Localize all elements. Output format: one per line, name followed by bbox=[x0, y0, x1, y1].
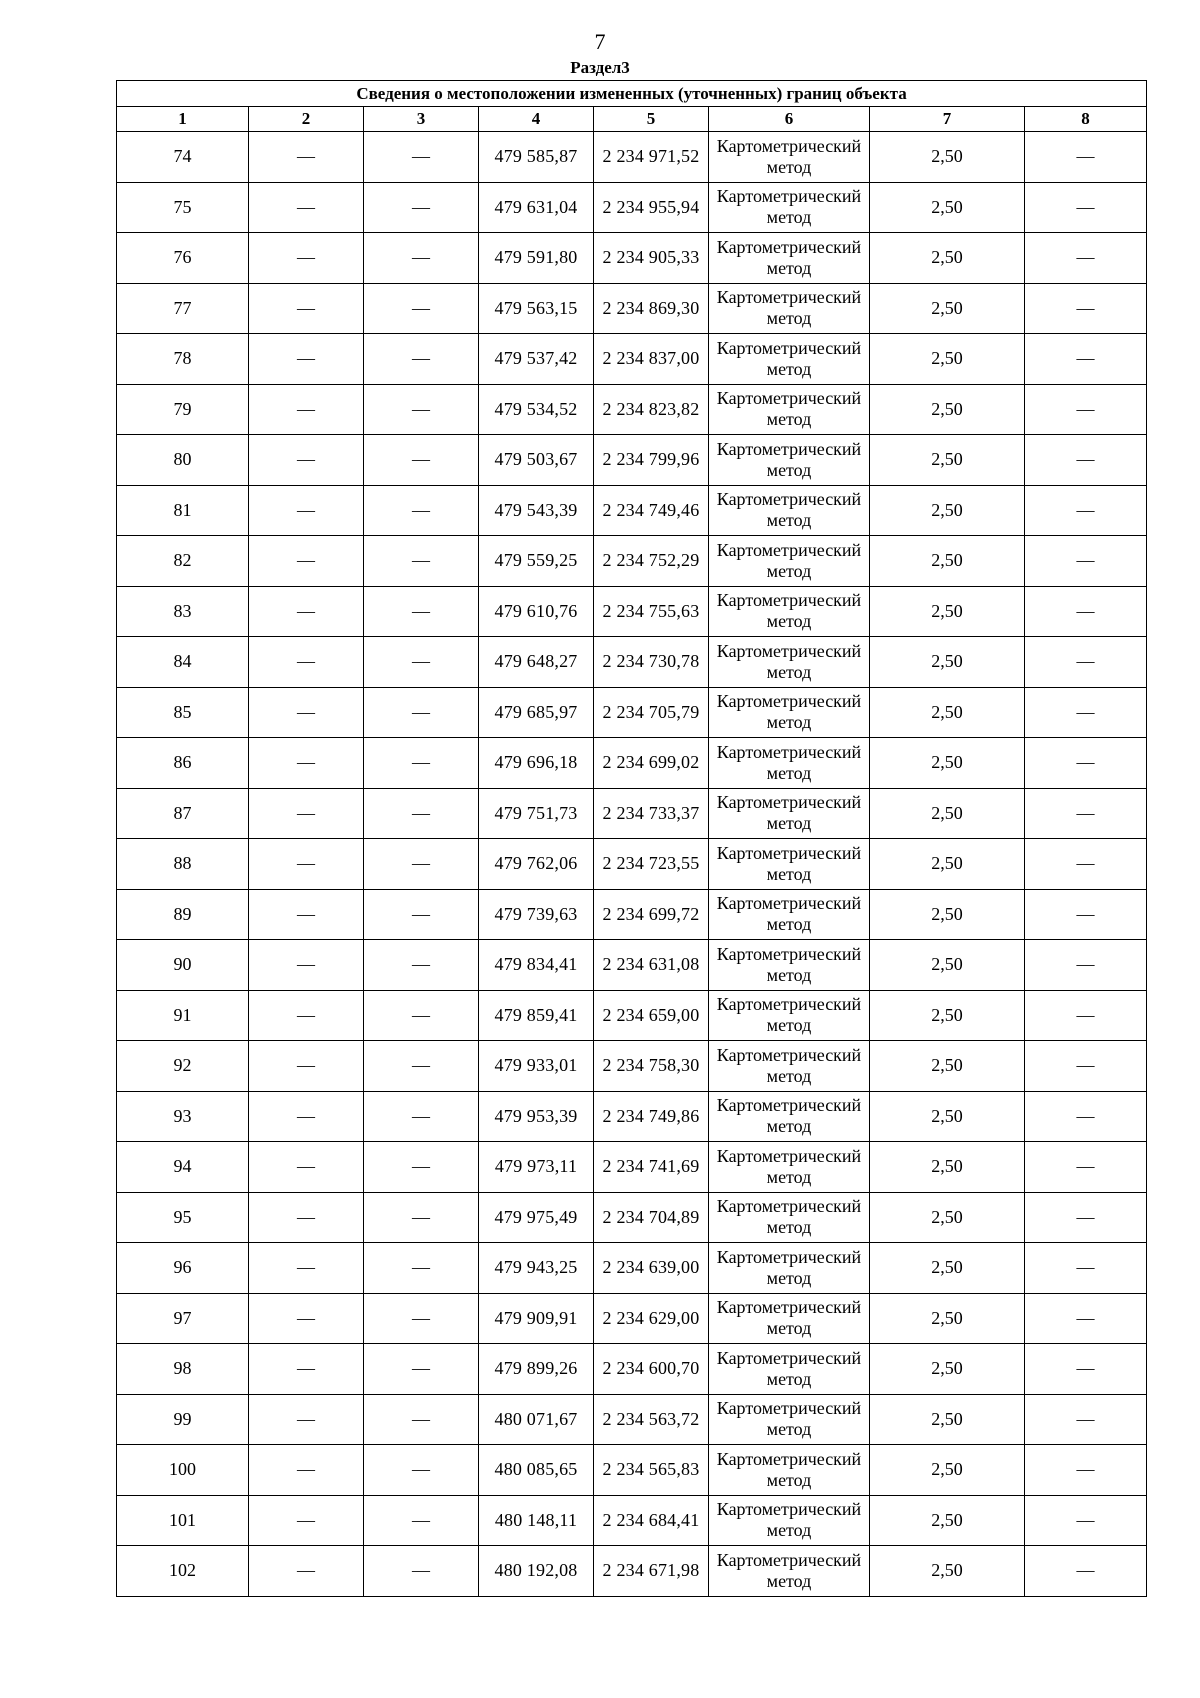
accuracy-cell: 2,50 bbox=[870, 384, 1025, 435]
y-coordinate-cell: 2 234 730,78 bbox=[594, 637, 709, 688]
empty-cell: — bbox=[1025, 1445, 1147, 1496]
empty-cell: — bbox=[1025, 1546, 1147, 1597]
accuracy-cell: 2,50 bbox=[870, 586, 1025, 637]
point-number-cell: 90 bbox=[117, 940, 249, 991]
accuracy-cell: 2,50 bbox=[870, 1495, 1025, 1546]
x-coordinate-cell: 480 192,08 bbox=[479, 1546, 594, 1597]
accuracy-cell: 2,50 bbox=[870, 889, 1025, 940]
empty-cell: — bbox=[364, 1293, 479, 1344]
x-coordinate-cell: 479 899,26 bbox=[479, 1344, 594, 1395]
table-row bbox=[117, 182, 1147, 233]
table-row bbox=[117, 687, 1147, 738]
point-number-cell: 92 bbox=[117, 1041, 249, 1092]
empty-cell: — bbox=[364, 687, 479, 738]
point-number-cell: 74 bbox=[117, 132, 249, 183]
column-header: 5 bbox=[594, 107, 709, 132]
y-coordinate-cell: 2 234 837,00 bbox=[594, 334, 709, 385]
x-coordinate-cell: 479 696,18 bbox=[479, 738, 594, 789]
x-coordinate-cell: 479 762,06 bbox=[479, 839, 594, 890]
table-row bbox=[117, 1344, 1147, 1395]
table-body bbox=[117, 132, 1147, 1597]
accuracy-cell: 2,50 bbox=[870, 485, 1025, 536]
method-cell: Картометрический метод bbox=[709, 1293, 870, 1344]
x-coordinate-cell: 479 834,41 bbox=[479, 940, 594, 991]
empty-cell: — bbox=[1025, 788, 1147, 839]
point-number-cell: 96 bbox=[117, 1243, 249, 1294]
accuracy-cell: 2,50 bbox=[870, 1243, 1025, 1294]
accuracy-cell: 2,50 bbox=[870, 1293, 1025, 1344]
method-cell: Картометрический метод bbox=[709, 182, 870, 233]
y-coordinate-cell: 2 234 799,96 bbox=[594, 435, 709, 486]
empty-cell: — bbox=[249, 435, 364, 486]
x-coordinate-cell: 479 973,11 bbox=[479, 1142, 594, 1193]
table-row bbox=[117, 1142, 1147, 1193]
empty-cell: — bbox=[249, 1546, 364, 1597]
point-number-cell: 81 bbox=[117, 485, 249, 536]
empty-cell: — bbox=[364, 637, 479, 688]
accuracy-cell: 2,50 bbox=[870, 1344, 1025, 1395]
point-number-cell: 91 bbox=[117, 990, 249, 1041]
accuracy-cell: 2,50 bbox=[870, 990, 1025, 1041]
point-number-cell: 77 bbox=[117, 283, 249, 334]
table-row bbox=[117, 637, 1147, 688]
empty-cell: — bbox=[1025, 1142, 1147, 1193]
empty-cell: — bbox=[249, 637, 364, 688]
empty-cell: — bbox=[364, 788, 479, 839]
table-row bbox=[117, 1293, 1147, 1344]
x-coordinate-cell: 480 071,67 bbox=[479, 1394, 594, 1445]
empty-cell: — bbox=[249, 738, 364, 789]
table-row bbox=[117, 1546, 1147, 1597]
x-coordinate-cell: 480 148,11 bbox=[479, 1495, 594, 1546]
table-caption-row bbox=[117, 81, 1147, 107]
table-row bbox=[117, 384, 1147, 435]
section-label: Раздел3 bbox=[570, 58, 630, 77]
empty-cell: — bbox=[364, 1394, 479, 1445]
empty-cell: — bbox=[364, 1495, 479, 1546]
empty-cell: — bbox=[1025, 1293, 1147, 1344]
accuracy-cell: 2,50 bbox=[870, 1091, 1025, 1142]
empty-cell: — bbox=[249, 1243, 364, 1294]
accuracy-cell: 2,50 bbox=[870, 283, 1025, 334]
method-cell: Картометрический метод bbox=[709, 1091, 870, 1142]
empty-cell: — bbox=[249, 1293, 364, 1344]
accuracy-cell: 2,50 bbox=[870, 334, 1025, 385]
x-coordinate-cell: 479 933,01 bbox=[479, 1041, 594, 1092]
x-coordinate-cell: 479 648,27 bbox=[479, 637, 594, 688]
x-coordinate-cell: 479 685,97 bbox=[479, 687, 594, 738]
x-coordinate-cell: 479 559,25 bbox=[479, 536, 594, 587]
empty-cell: — bbox=[364, 1445, 479, 1496]
empty-cell: — bbox=[364, 839, 479, 890]
method-cell: Картометрический метод bbox=[709, 687, 870, 738]
table-caption: Сведения о местоположении измененных (уточненных) границ объекта bbox=[117, 81, 1147, 107]
table-row bbox=[117, 788, 1147, 839]
table-row bbox=[117, 485, 1147, 536]
accuracy-cell: 2,50 bbox=[870, 132, 1025, 183]
accuracy-cell: 2,50 bbox=[870, 1192, 1025, 1243]
empty-cell: — bbox=[249, 233, 364, 284]
method-cell: Картометрический метод bbox=[709, 1041, 870, 1092]
y-coordinate-cell: 2 234 869,30 bbox=[594, 283, 709, 334]
empty-cell: — bbox=[1025, 132, 1147, 183]
empty-cell: — bbox=[364, 1142, 479, 1193]
empty-cell: — bbox=[1025, 990, 1147, 1041]
table-row bbox=[117, 940, 1147, 991]
accuracy-cell: 2,50 bbox=[870, 1445, 1025, 1496]
empty-cell: — bbox=[364, 1041, 479, 1092]
empty-cell: — bbox=[1025, 1091, 1147, 1142]
point-number-cell: 100 bbox=[117, 1445, 249, 1496]
empty-cell: — bbox=[364, 384, 479, 435]
empty-cell: — bbox=[249, 1192, 364, 1243]
point-number-cell: 88 bbox=[117, 839, 249, 890]
point-number-cell: 83 bbox=[117, 586, 249, 637]
y-coordinate-cell: 2 234 659,00 bbox=[594, 990, 709, 1041]
accuracy-cell: 2,50 bbox=[870, 738, 1025, 789]
x-coordinate-cell: 479 859,41 bbox=[479, 990, 594, 1041]
y-coordinate-cell: 2 234 723,55 bbox=[594, 839, 709, 890]
empty-cell: — bbox=[1025, 839, 1147, 890]
y-coordinate-cell: 2 234 565,83 bbox=[594, 1445, 709, 1496]
empty-cell: — bbox=[1025, 283, 1147, 334]
y-coordinate-cell: 2 234 755,63 bbox=[594, 586, 709, 637]
empty-cell: — bbox=[364, 1091, 479, 1142]
table-row bbox=[117, 536, 1147, 587]
method-cell: Картометрический метод bbox=[709, 1243, 870, 1294]
method-cell: Картометрический метод bbox=[709, 940, 870, 991]
accuracy-cell: 2,50 bbox=[870, 940, 1025, 991]
empty-cell: — bbox=[1025, 940, 1147, 991]
empty-cell: — bbox=[1025, 536, 1147, 587]
x-coordinate-cell: 479 943,25 bbox=[479, 1243, 594, 1294]
method-cell: Картометрический метод bbox=[709, 1142, 870, 1193]
empty-cell: — bbox=[1025, 435, 1147, 486]
empty-cell: — bbox=[364, 182, 479, 233]
method-cell: Картометрический метод bbox=[709, 334, 870, 385]
x-coordinate-cell: 479 543,39 bbox=[479, 485, 594, 536]
method-cell: Картометрический метод bbox=[709, 586, 870, 637]
method-cell: Картометрический метод bbox=[709, 132, 870, 183]
point-number-cell: 89 bbox=[117, 889, 249, 940]
y-coordinate-cell: 2 234 741,69 bbox=[594, 1142, 709, 1193]
empty-cell: — bbox=[249, 1495, 364, 1546]
empty-cell: — bbox=[249, 788, 364, 839]
y-coordinate-cell: 2 234 823,82 bbox=[594, 384, 709, 435]
empty-cell: — bbox=[364, 536, 479, 587]
empty-cell: — bbox=[1025, 384, 1147, 435]
table-row bbox=[117, 1445, 1147, 1496]
point-number-cell: 86 bbox=[117, 738, 249, 789]
y-coordinate-cell: 2 234 955,94 bbox=[594, 182, 709, 233]
y-coordinate-cell: 2 234 758,30 bbox=[594, 1041, 709, 1092]
table-row bbox=[117, 1394, 1147, 1445]
empty-cell: — bbox=[249, 687, 364, 738]
table-row bbox=[117, 738, 1147, 789]
empty-cell: — bbox=[1025, 1192, 1147, 1243]
empty-cell: — bbox=[1025, 687, 1147, 738]
empty-cell: — bbox=[249, 384, 364, 435]
empty-cell: — bbox=[364, 1192, 479, 1243]
empty-cell: — bbox=[249, 1344, 364, 1395]
empty-cell: — bbox=[249, 839, 364, 890]
x-coordinate-cell: 479 631,04 bbox=[479, 182, 594, 233]
y-coordinate-cell: 2 234 563,72 bbox=[594, 1394, 709, 1445]
accuracy-cell: 2,50 bbox=[870, 536, 1025, 587]
method-cell: Картометрический метод bbox=[709, 1445, 870, 1496]
y-coordinate-cell: 2 234 749,46 bbox=[594, 485, 709, 536]
method-cell: Картометрический метод bbox=[709, 384, 870, 435]
x-coordinate-cell: 479 503,67 bbox=[479, 435, 594, 486]
y-coordinate-cell: 2 234 639,00 bbox=[594, 1243, 709, 1294]
empty-cell: — bbox=[249, 1394, 364, 1445]
y-coordinate-cell: 2 234 600,70 bbox=[594, 1344, 709, 1395]
accuracy-cell: 2,50 bbox=[870, 1142, 1025, 1193]
y-coordinate-cell: 2 234 705,79 bbox=[594, 687, 709, 738]
point-number-cell: 78 bbox=[117, 334, 249, 385]
accuracy-cell: 2,50 bbox=[870, 233, 1025, 284]
y-coordinate-cell: 2 234 671,98 bbox=[594, 1546, 709, 1597]
point-number-cell: 97 bbox=[117, 1293, 249, 1344]
point-number-cell: 95 bbox=[117, 1192, 249, 1243]
point-number-cell: 98 bbox=[117, 1344, 249, 1395]
empty-cell: — bbox=[364, 132, 479, 183]
x-coordinate-cell: 479 975,49 bbox=[479, 1192, 594, 1243]
method-cell: Картометрический метод bbox=[709, 233, 870, 284]
empty-cell: — bbox=[249, 485, 364, 536]
y-coordinate-cell: 2 234 684,41 bbox=[594, 1495, 709, 1546]
empty-cell: — bbox=[364, 940, 479, 991]
accuracy-cell: 2,50 bbox=[870, 1041, 1025, 1092]
empty-cell: — bbox=[364, 1344, 479, 1395]
empty-cell: — bbox=[364, 1243, 479, 1294]
accuracy-cell: 2,50 bbox=[870, 788, 1025, 839]
empty-cell: — bbox=[1025, 1394, 1147, 1445]
point-number-cell: 94 bbox=[117, 1142, 249, 1193]
column-header: 3 bbox=[364, 107, 479, 132]
method-cell: Картометрический метод bbox=[709, 1546, 870, 1597]
y-coordinate-cell: 2 234 699,02 bbox=[594, 738, 709, 789]
empty-cell: — bbox=[1025, 334, 1147, 385]
empty-cell: — bbox=[249, 586, 364, 637]
empty-cell: — bbox=[364, 1546, 479, 1597]
method-cell: Картометрический метод bbox=[709, 283, 870, 334]
table-row bbox=[117, 889, 1147, 940]
empty-cell: — bbox=[364, 485, 479, 536]
point-number-cell: 101 bbox=[117, 1495, 249, 1546]
accuracy-cell: 2,50 bbox=[870, 637, 1025, 688]
empty-cell: — bbox=[249, 1041, 364, 1092]
column-header: 7 bbox=[870, 107, 1025, 132]
column-header: 6 bbox=[709, 107, 870, 132]
point-number-cell: 82 bbox=[117, 536, 249, 587]
x-coordinate-cell: 480 085,65 bbox=[479, 1445, 594, 1496]
accuracy-cell: 2,50 bbox=[870, 839, 1025, 890]
accuracy-cell: 2,50 bbox=[870, 1394, 1025, 1445]
empty-cell: — bbox=[1025, 485, 1147, 536]
empty-cell: — bbox=[249, 1142, 364, 1193]
table-row bbox=[117, 1495, 1147, 1546]
y-coordinate-cell: 2 234 699,72 bbox=[594, 889, 709, 940]
method-cell: Картометрический метод bbox=[709, 738, 870, 789]
y-coordinate-cell: 2 234 733,37 bbox=[594, 788, 709, 839]
method-cell: Картометрический метод bbox=[709, 536, 870, 587]
column-header: 8 bbox=[1025, 107, 1147, 132]
page-number: 7 bbox=[594, 29, 606, 54]
empty-cell: — bbox=[364, 586, 479, 637]
empty-cell: — bbox=[1025, 182, 1147, 233]
y-coordinate-cell: 2 234 629,00 bbox=[594, 1293, 709, 1344]
method-cell: Картометрический метод bbox=[709, 1495, 870, 1546]
point-number-cell: 84 bbox=[117, 637, 249, 688]
table-row bbox=[117, 283, 1147, 334]
empty-cell: — bbox=[249, 889, 364, 940]
y-coordinate-cell: 2 234 971,52 bbox=[594, 132, 709, 183]
method-cell: Картометрический метод bbox=[709, 485, 870, 536]
x-coordinate-cell: 479 585,87 bbox=[479, 132, 594, 183]
accuracy-cell: 2,50 bbox=[870, 1546, 1025, 1597]
x-coordinate-cell: 479 953,39 bbox=[479, 1091, 594, 1142]
table-row bbox=[117, 1091, 1147, 1142]
empty-cell: — bbox=[249, 990, 364, 1041]
empty-cell: — bbox=[249, 182, 364, 233]
table-row bbox=[117, 586, 1147, 637]
empty-cell: — bbox=[1025, 738, 1147, 789]
method-cell: Картометрический метод bbox=[709, 1192, 870, 1243]
table-row bbox=[117, 839, 1147, 890]
empty-cell: — bbox=[249, 940, 364, 991]
point-number-cell: 75 bbox=[117, 182, 249, 233]
empty-cell: — bbox=[1025, 1041, 1147, 1092]
table-row bbox=[117, 233, 1147, 284]
y-coordinate-cell: 2 234 704,89 bbox=[594, 1192, 709, 1243]
y-coordinate-cell: 2 234 749,86 bbox=[594, 1091, 709, 1142]
empty-cell: — bbox=[249, 132, 364, 183]
method-cell: Картометрический метод bbox=[709, 435, 870, 486]
table-row bbox=[117, 1243, 1147, 1294]
x-coordinate-cell: 479 610,76 bbox=[479, 586, 594, 637]
accuracy-cell: 2,50 bbox=[870, 687, 1025, 738]
x-coordinate-cell: 479 751,73 bbox=[479, 788, 594, 839]
method-cell: Картометрический метод bbox=[709, 1394, 870, 1445]
method-cell: Картометрический метод bbox=[709, 1344, 870, 1395]
boundary-coordinates-table bbox=[116, 80, 1147, 1597]
x-coordinate-cell: 479 563,15 bbox=[479, 283, 594, 334]
empty-cell: — bbox=[364, 334, 479, 385]
column-header: 2 bbox=[249, 107, 364, 132]
accuracy-cell: 2,50 bbox=[870, 182, 1025, 233]
accuracy-cell: 2,50 bbox=[870, 435, 1025, 486]
empty-cell: — bbox=[249, 1091, 364, 1142]
empty-cell: — bbox=[1025, 233, 1147, 284]
empty-cell: — bbox=[1025, 1495, 1147, 1546]
point-number-cell: 79 bbox=[117, 384, 249, 435]
empty-cell: — bbox=[249, 283, 364, 334]
empty-cell: — bbox=[249, 334, 364, 385]
empty-cell: — bbox=[1025, 1243, 1147, 1294]
table-row bbox=[117, 1041, 1147, 1092]
x-coordinate-cell: 479 537,42 bbox=[479, 334, 594, 385]
point-number-cell: 85 bbox=[117, 687, 249, 738]
y-coordinate-cell: 2 234 631,08 bbox=[594, 940, 709, 991]
table-row bbox=[117, 1192, 1147, 1243]
method-cell: Картометрический метод bbox=[709, 889, 870, 940]
empty-cell: — bbox=[249, 1445, 364, 1496]
point-number-cell: 102 bbox=[117, 1546, 249, 1597]
x-coordinate-cell: 479 534,52 bbox=[479, 384, 594, 435]
table-row bbox=[117, 435, 1147, 486]
empty-cell: — bbox=[1025, 637, 1147, 688]
empty-cell: — bbox=[1025, 889, 1147, 940]
empty-cell: — bbox=[364, 738, 479, 789]
column-header: 1 bbox=[117, 107, 249, 132]
point-number-cell: 99 bbox=[117, 1394, 249, 1445]
empty-cell: — bbox=[364, 435, 479, 486]
method-cell: Картометрический метод bbox=[709, 637, 870, 688]
y-coordinate-cell: 2 234 752,29 bbox=[594, 536, 709, 587]
point-number-cell: 93 bbox=[117, 1091, 249, 1142]
x-coordinate-cell: 479 591,80 bbox=[479, 233, 594, 284]
point-number-cell: 80 bbox=[117, 435, 249, 486]
table-row bbox=[117, 990, 1147, 1041]
y-coordinate-cell: 2 234 905,33 bbox=[594, 233, 709, 284]
x-coordinate-cell: 479 909,91 bbox=[479, 1293, 594, 1344]
empty-cell: — bbox=[364, 889, 479, 940]
column-header-row bbox=[117, 107, 1147, 132]
empty-cell: — bbox=[364, 233, 479, 284]
method-cell: Картометрический метод bbox=[709, 839, 870, 890]
point-number-cell: 87 bbox=[117, 788, 249, 839]
method-cell: Картометрический метод bbox=[709, 990, 870, 1041]
table-row bbox=[117, 334, 1147, 385]
empty-cell: — bbox=[1025, 586, 1147, 637]
point-number-cell: 76 bbox=[117, 233, 249, 284]
empty-cell: — bbox=[249, 536, 364, 587]
empty-cell: — bbox=[364, 990, 479, 1041]
column-header: 4 bbox=[479, 107, 594, 132]
x-coordinate-cell: 479 739,63 bbox=[479, 889, 594, 940]
empty-cell: — bbox=[364, 283, 479, 334]
table-row bbox=[117, 132, 1147, 183]
empty-cell: — bbox=[1025, 1344, 1147, 1395]
method-cell: Картометрический метод bbox=[709, 788, 870, 839]
